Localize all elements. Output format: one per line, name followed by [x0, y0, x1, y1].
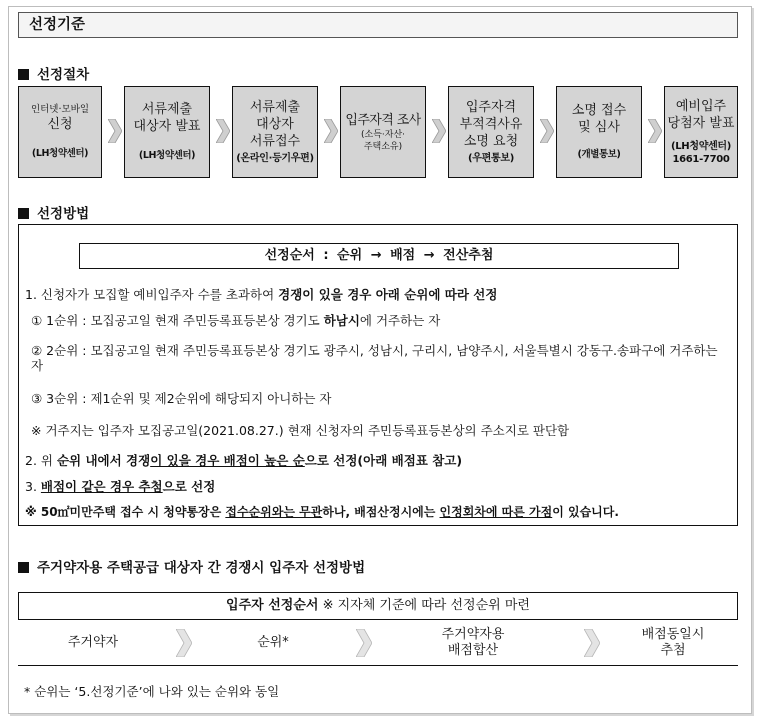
step-title: 입주자격 부적격사유 소명 요청	[459, 100, 523, 149]
order-cell-lottery: 배점동일시 추첨	[641, 627, 705, 658]
rank-3: ③ 3순위 : 제1순위 및 제2순위에 해당되지 아니하는 자	[31, 391, 332, 406]
step-title: 서류제출 대상자 발표	[133, 102, 201, 134]
step-detail: (소득·자산· 주택소유)	[360, 129, 405, 152]
rank-2: ② 2순위 : 모집공고일 현재 주민등록표등본상 경기도 광주시, 성남시, 구리시, 남양주시, 서울특별시 강동구.송파구에 거주하는 자	[31, 343, 718, 373]
step-winner-announce	[664, 86, 738, 178]
text-underline: 접수순위와는 무관	[225, 505, 323, 519]
order-note: ※ 지자체 기준에 따라 선정순위 마련	[318, 598, 530, 613]
vulnerable-order-row	[18, 620, 738, 666]
step-eligibility-check	[340, 86, 426, 178]
note-50sqm	[25, 503, 619, 520]
square-bullet-icon	[18, 69, 29, 80]
step-apply	[18, 86, 102, 178]
step-title: 소명 접수 및 심사	[571, 103, 627, 135]
order-label: 입주자 선정순서	[226, 598, 319, 613]
step-clarification-request	[448, 86, 534, 178]
chevron-right-icon	[216, 119, 230, 143]
text-bold: 으로 선정	[162, 479, 216, 494]
procedure-heading-text: 선정절차	[37, 67, 90, 83]
method-line-2	[25, 451, 462, 469]
step-channel: (개별통보)	[577, 149, 621, 160]
procedure-heading	[18, 63, 89, 83]
text-bold-underline: 배점이 같은 경우 추첨	[40, 479, 163, 494]
order-cell-score-sum: 주거약자용 배점합산	[441, 627, 505, 658]
vulnerable-order-header	[18, 592, 738, 620]
step-subtitle: 인터넷·모바일	[30, 104, 90, 115]
step-channel: (LH청약센터)	[138, 150, 196, 161]
vulnerable-heading-text: 주거약자용 주택공급 대상자 간 경쟁시 입주자 선정방법	[37, 560, 366, 576]
step-title: 신청	[47, 117, 73, 132]
text-underline: 인정회차에 따른 가점	[439, 505, 553, 519]
chevron-right-icon	[356, 629, 372, 657]
step-channel: (LH청약센터)	[31, 148, 89, 159]
text: 2. 위	[25, 453, 57, 468]
step-doc-target-announce	[124, 86, 210, 178]
text: 1. 신청자가 모집할 예비입주자 수를 초과하여	[25, 287, 279, 302]
rank-1	[31, 311, 440, 329]
text: 이 있습니다.	[552, 505, 619, 519]
step-channel: (온라인·등기우편)	[236, 153, 314, 164]
chevron-right-icon	[108, 119, 122, 143]
chevron-right-icon	[648, 119, 662, 143]
selection-order: 선정순서 : 순위 → 배점 → 전산추첨	[79, 243, 679, 269]
text-bold: 경쟁이 있을 경우 아래 순위에 따라 선정	[278, 287, 498, 302]
text-bold: 으로 선정(아래 배점표 참고)	[304, 453, 463, 468]
square-bullet-icon	[18, 562, 29, 573]
text-bold: 순위 내에서 경쟁	[56, 453, 151, 468]
step-channel: (LH청약센터) 1661-7700	[670, 141, 732, 165]
text: 3.	[25, 479, 41, 494]
text: 하나, 배점산정시에는	[322, 505, 440, 519]
text: ① 1순위 : 모집공고일 현재 주민등록표등본상 경기도	[31, 313, 324, 328]
text-bold-underline: 이 있을 경우 배점이 높은 순	[150, 453, 305, 468]
vulnerable-heading	[18, 556, 365, 576]
chevron-right-icon	[432, 119, 446, 143]
order-cell-rank: 순위*	[257, 635, 289, 650]
step-clarification-review	[556, 86, 642, 178]
chevron-right-icon	[584, 629, 600, 657]
text-bold: 하남시	[323, 313, 360, 328]
method-line-3	[25, 477, 215, 495]
square-bullet-icon	[18, 208, 29, 219]
chevron-right-icon	[176, 629, 192, 657]
order-cell-vulnerable: 주거약자	[67, 635, 119, 650]
step-doc-receipt	[232, 86, 318, 178]
method-heading-text: 선정방법	[37, 206, 90, 222]
chevron-right-icon	[540, 119, 554, 143]
method-line-1	[25, 285, 497, 303]
method-heading	[18, 202, 89, 222]
step-title: 서류제출 대상자 서류접수	[249, 100, 301, 149]
step-title: 입주자격 조사	[345, 112, 421, 128]
chevron-right-icon	[324, 119, 338, 143]
text: 에 거주하는 자	[359, 313, 441, 328]
text: ※ 50㎡미만주택 접수 시 청약통장은	[25, 505, 226, 519]
rank-footnote: * 순위는 ‘5.선정기준’에 나와 있는 순위와 동일	[24, 684, 280, 699]
step-channel: (우편통보)	[468, 153, 514, 164]
procedure-steps	[18, 86, 738, 178]
page-title: 선정기준	[18, 12, 738, 38]
step-title: 예비입주 당첨자 발표	[667, 99, 735, 131]
residence-note: ※ 거주지는 입주자 모집공고일(2021.08.27.) 현재 신청자의 주민등록표등본상의 주소지로 판단함	[31, 423, 570, 438]
method-box	[18, 224, 738, 526]
